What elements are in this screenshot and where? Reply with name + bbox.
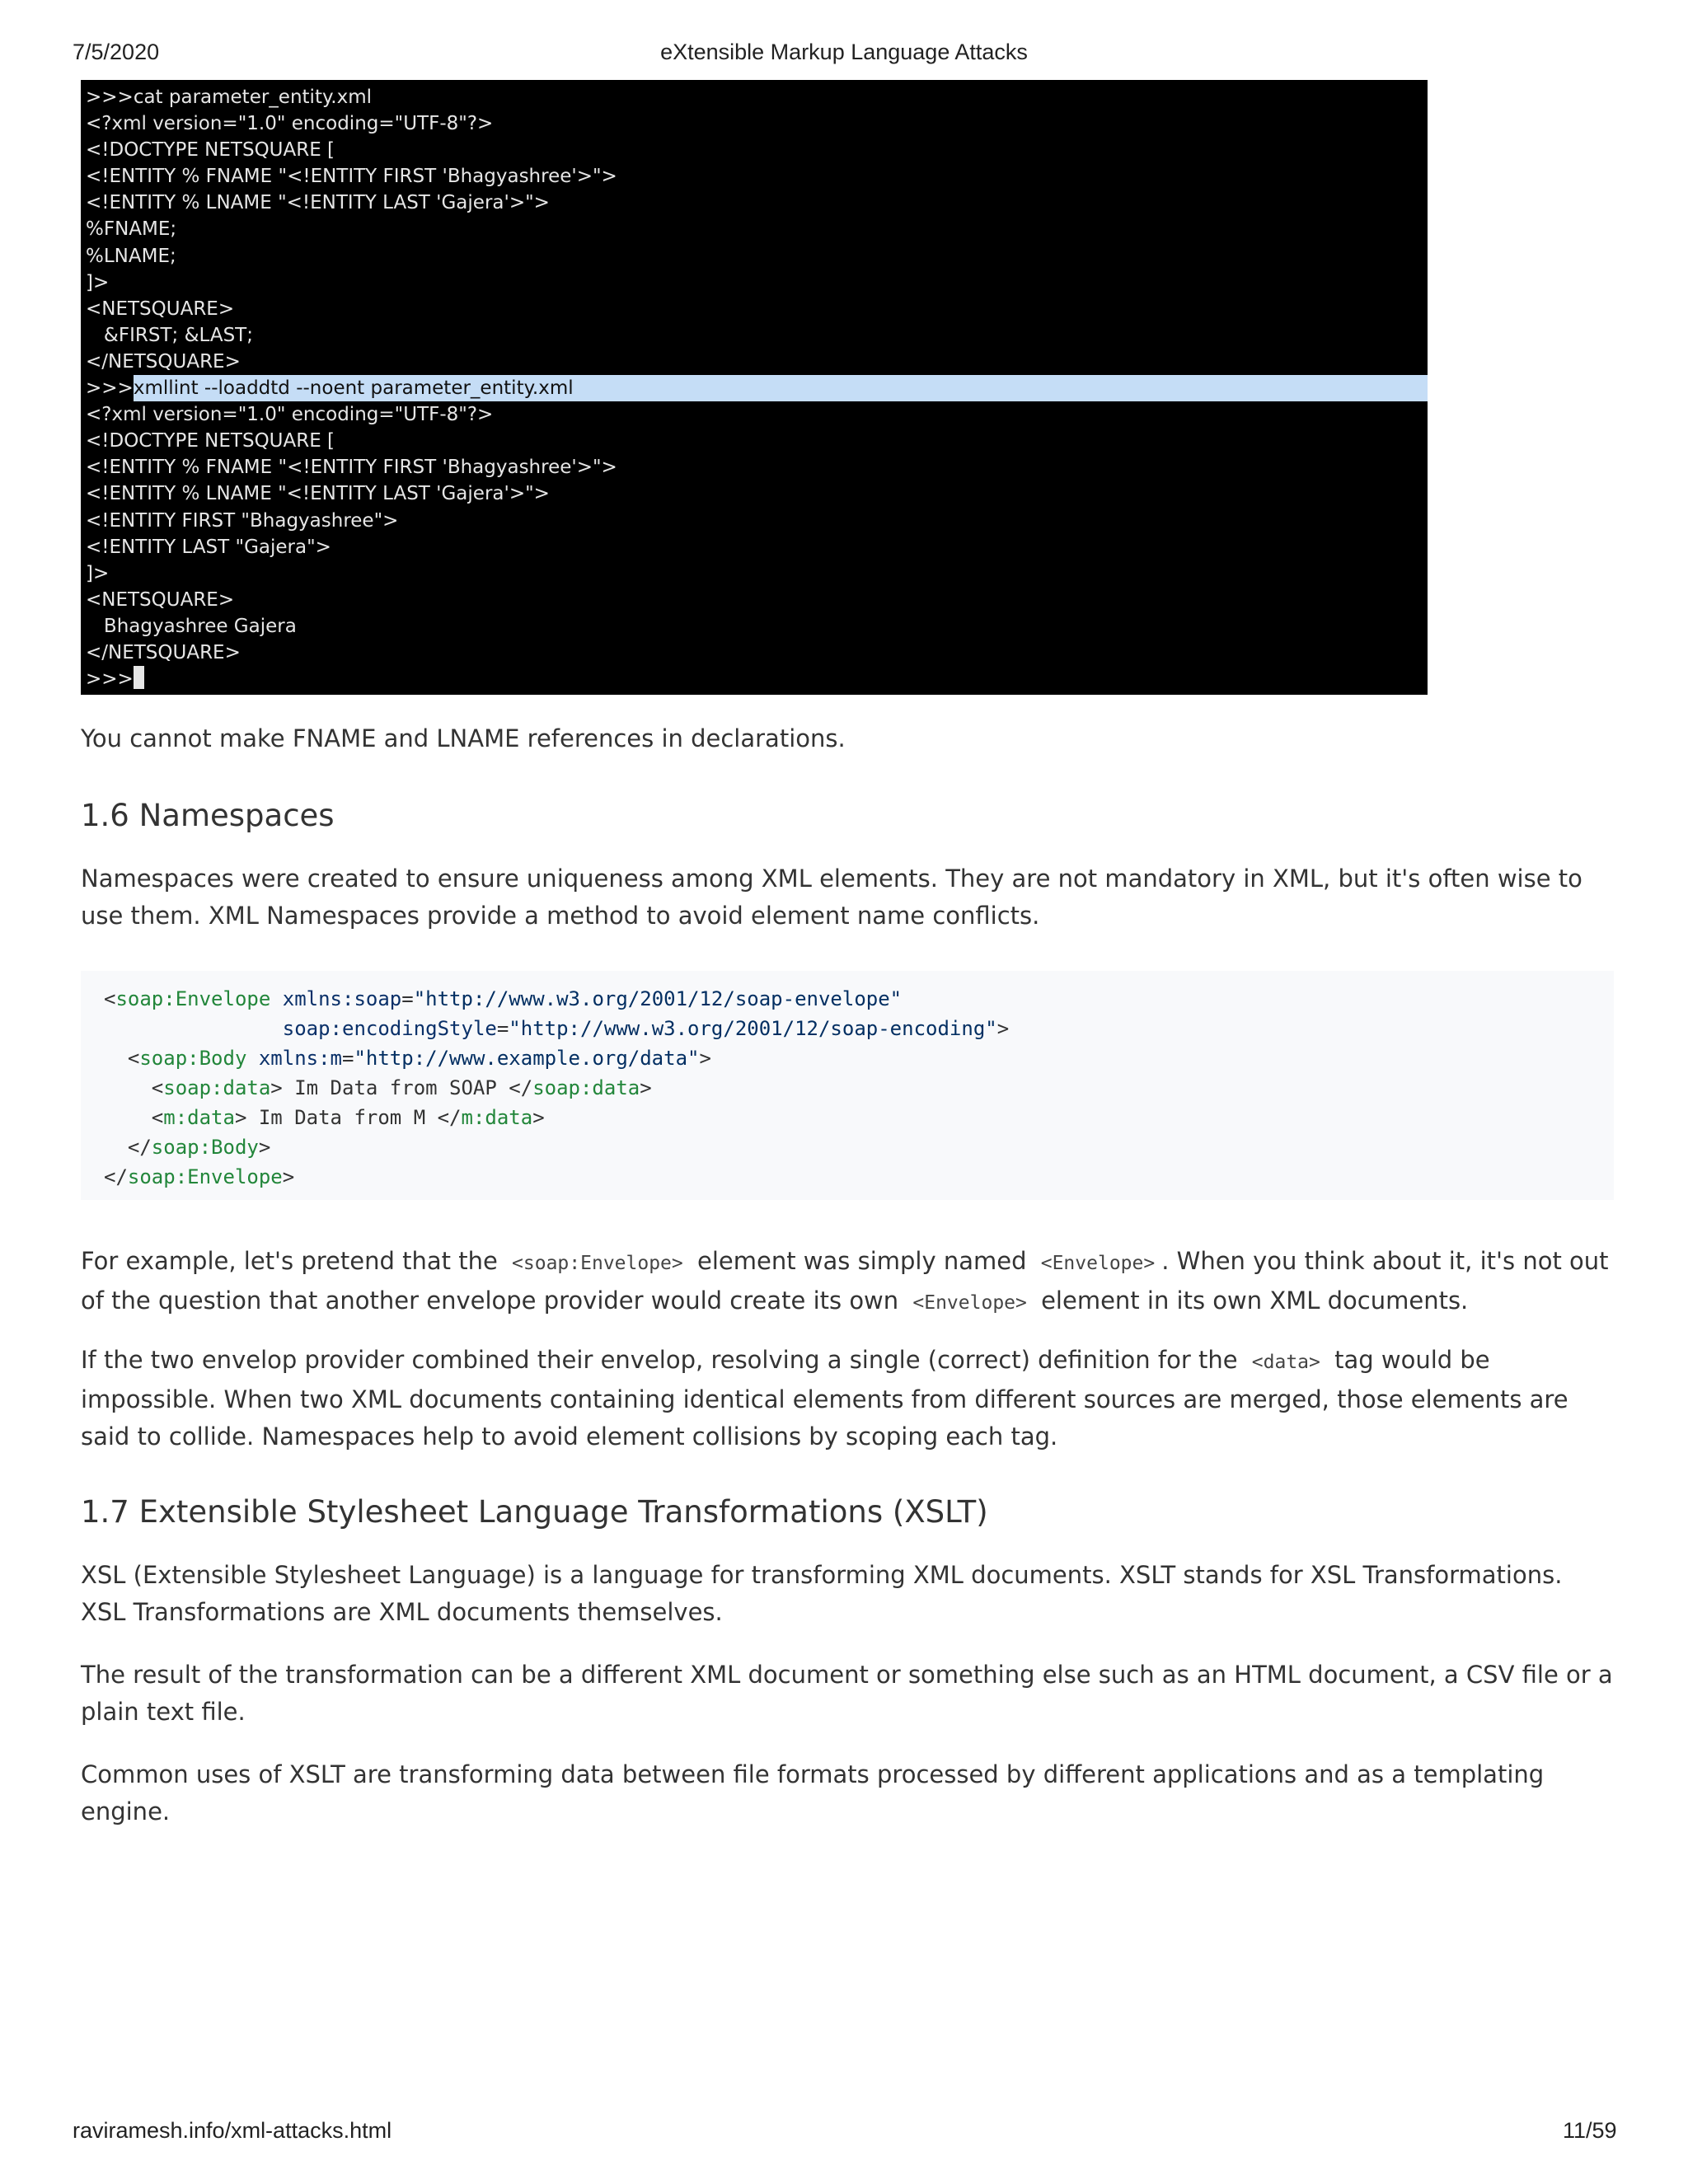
terminal-output-line: <!ENTITY % FNAME "<!ENTITY FIRST 'Bhagyashree'>"> bbox=[86, 457, 617, 479]
collision-paragraph bbox=[81, 1342, 1614, 1455]
terminal-output-line: <!ENTITY % LNAME "<!ENTITY LAST 'Gajera'>"> bbox=[86, 483, 550, 505]
print-url: raviramesh.info/xml-attacks.html bbox=[73, 2118, 392, 2143]
namespaces-intro bbox=[81, 860, 1614, 935]
page-number: 11/59 bbox=[1563, 2118, 1617, 2143]
paragraph: XSL (Extensible Stylesheet Language) is a language for transforming XML documents. XSLT stands for XSL Transformations. XSL Transformations are XML documents themselves. bbox=[81, 1561, 1563, 1626]
terminal-line: ]> bbox=[86, 271, 110, 293]
heading: 1.6 Namespaces bbox=[81, 798, 335, 833]
code-line: </soap:Envelope> bbox=[104, 1165, 295, 1188]
section-heading-namespaces bbox=[81, 796, 1614, 836]
terminal-line: %LNAME; bbox=[86, 245, 176, 267]
paragraph: For example, let's pretend that the <soap:Envelope> element was simply named <Envelope> . When you think about it, it's not out of the question that another envelope provider would create its own <Envelope> element in its own XML documents. bbox=[81, 1247, 1609, 1315]
print-title: eXtensible Markup Language Attacks bbox=[660, 40, 1028, 64]
terminal-screenshot bbox=[81, 80, 1428, 695]
terminal-line: <NETSQUARE> bbox=[86, 298, 235, 320]
code-line: soap:encodingStyle="http://www.w3.org/2001/12/soap-encoding"> bbox=[282, 1017, 1010, 1040]
terminal-prompt: >>> bbox=[86, 668, 134, 691]
terminal-output-line: <NETSQUARE> bbox=[86, 588, 235, 611]
terminal-output-line: <!ENTITY LAST "Gajera"> bbox=[86, 536, 331, 558]
inline-code: <soap:Envelope> bbox=[512, 1253, 683, 1274]
terminal-output-line: Bhagyashree Gajera bbox=[86, 615, 297, 637]
paragraph: You cannot make FNAME and LNAME references in declarations. bbox=[81, 724, 846, 752]
terminal-line: <?xml version="1.0" encoding="UTF-8"?> bbox=[86, 113, 494, 135]
code-line: <soap:Body xmlns:m="http://www.example.org/data"> bbox=[104, 1047, 711, 1070]
terminal-final-line bbox=[86, 666, 1424, 692]
xslt-paragraph-1 bbox=[81, 1557, 1614, 1631]
terminal-output-line: <!DOCTYPE NETSQUARE [ bbox=[86, 430, 335, 452]
code-line: <m:data> Im Data from M </m:data> bbox=[104, 1106, 545, 1129]
terminal-output-line: <?xml version="1.0" encoding="UTF-8"?> bbox=[86, 404, 494, 426]
inline-code: <data> bbox=[1251, 1352, 1320, 1373]
terminal-line: >>>cat parameter_entity.xml bbox=[86, 87, 373, 108]
envelope-example-paragraph bbox=[81, 1243, 1614, 1322]
paragraph: If the two envelop provider combined their envelop, resolving a single (correct) definition for the <data> tag would be impossible. When two XML documents containing identical elements from different sources are merged, those elements are said to collide. Namespaces help to avoid element collisions by scoping each tag. bbox=[81, 1346, 1568, 1451]
highlighted-command: xmllint --loaddtd --noent parameter_entity.xml bbox=[134, 375, 1428, 401]
xslt-paragraph-2 bbox=[81, 1657, 1614, 1731]
paragraph: Namespaces were created to ensure uniqueness among XML elements. They are not mandatory in XML, but it's often wise to use them. XML Namespaces provide a method to avoid element name conflicts. bbox=[81, 865, 1582, 930]
terminal-output-line: ]> bbox=[86, 562, 110, 584]
terminal-prompt: >>> bbox=[86, 377, 134, 400]
print-date: 7/5/2020 bbox=[73, 40, 160, 64]
terminal-line: </NETSQUARE> bbox=[86, 350, 241, 373]
inline-code: <Envelope> bbox=[1040, 1253, 1156, 1274]
terminal-output-line: </NETSQUARE> bbox=[86, 641, 241, 663]
paragraph: The result of the transformation can be a different XML document or something else such as an HTML document, a CSV file or a plain text file. bbox=[81, 1661, 1613, 1726]
terminal-line: <!ENTITY % FNAME "<!ENTITY FIRST 'Bhagyashree'>"> bbox=[86, 166, 617, 188]
code-line: <soap:data> Im Data from SOAP </soap:data> bbox=[104, 1076, 652, 1099]
code-line: </soap:Body> bbox=[104, 1136, 271, 1159]
terminal-line: &FIRST; &LAST; bbox=[86, 324, 253, 346]
terminal-line: %FNAME; bbox=[86, 218, 177, 241]
terminal-output-line: <!ENTITY FIRST "Bhagyashree"> bbox=[86, 509, 399, 532]
terminal-cursor bbox=[134, 666, 144, 689]
terminal-line: <!ENTITY % LNAME "<!ENTITY LAST 'Gajera'>"> bbox=[86, 192, 550, 214]
xslt-paragraph-3 bbox=[81, 1756, 1614, 1830]
section-heading-xslt bbox=[81, 1493, 1614, 1532]
paragraph: Common uses of XSLT are transforming data between file formats processed by different applications and as a templating engine. bbox=[81, 1760, 1545, 1825]
heading: 1.7 Extensible Stylesheet Language Transformations (XSLT) bbox=[81, 1494, 988, 1530]
namespace-code-block bbox=[81, 971, 1614, 1200]
code-line: <soap:Envelope xmlns:soap="http://www.w3.org/2001/12/soap-envelope" bbox=[104, 987, 903, 1010]
terminal-line: <!DOCTYPE NETSQUARE [ bbox=[86, 139, 335, 162]
references-note bbox=[81, 720, 1614, 757]
terminal-command-line bbox=[86, 375, 1424, 401]
inline-code: <Envelope> bbox=[912, 1292, 1027, 1314]
